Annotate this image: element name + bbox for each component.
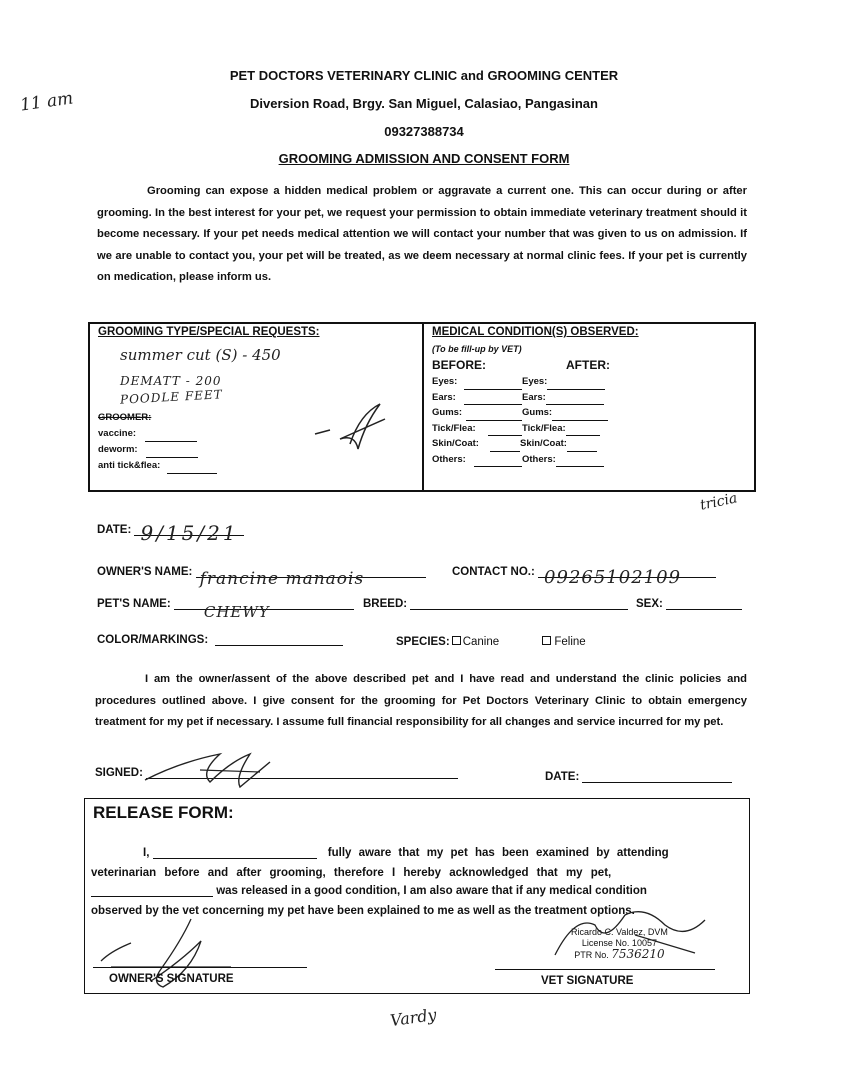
before-gums-label: Gums: [432,407,463,418]
before-eyes-label: Eyes: [432,376,458,387]
sex-label: SEX: [636,598,663,610]
vet-stamp-ptr-value: 7536210 [611,947,665,961]
contact-value-line [538,567,716,588]
species-field [396,636,586,648]
clinic-name: PET DOCTORS VETERINARY CLINIC and GROOMING CENTER [229,68,619,83]
medical-row [432,390,692,406]
medical-heading: MEDICAL CONDITION(S) OBSERVED: [432,326,639,338]
after-label: AFTER: [566,358,610,372]
deworm-field [98,442,198,458]
anti-tick-field [98,458,217,474]
before-others-label: Others: [432,453,466,465]
intro-paragraph: Grooming can expose a hidden medical problem or aggravate a current one. This can occur during or after grooming. In the best interest for your pet, we request your permission to obtain immediate veterinary treatment should it become necessary. If your pet needs medical attention we will contact your number that was given to us on admission. If we are unable to contact you, your pet will be treated, as we deem necessary at normal clinic fees. If your pet is currently on medication, please inform us. [97,185,747,283]
medical-row [432,452,692,468]
owner-sig-label: OWNER'S SIGNATURE [109,973,234,985]
breed-label: BREED: [363,598,408,610]
signed-date-field [545,771,732,783]
grooming-box [88,322,424,492]
clinic-phone: 09327388734 [384,124,464,139]
canine-checkbox[interactable] [452,636,461,645]
release-line3-text: was released in a good condition, I am also aware that if any medical condition [216,885,647,897]
contact-value[interactable]: 09265102109 [544,567,682,588]
vet-stamp-ptr-label: PTR No. [574,950,609,960]
grooming-request-1: summer cut (S) - 450 [120,346,281,364]
color-field [97,634,343,646]
medical-row [432,405,692,421]
vaccine-field [98,426,197,442]
before-others-line [474,466,522,467]
color-label: COLOR/MARKINGS: [97,634,209,646]
grooming-request-2: DEMATT - 200 [120,374,222,388]
pet-label: PET'S NAME: [97,598,171,610]
medical-subheading: (To be fill-up by VET) [432,344,522,354]
sex-line[interactable] [666,609,742,610]
bottom-note: Vardy [388,1004,438,1031]
clinic-address: Diversion Road, Brgy. San Miguel, Calasiao, Pangasinan [250,96,598,111]
before-label: BEFORE: [432,358,486,372]
groomer-signature-mark [310,394,400,454]
canine-label: Canine [462,636,500,648]
after-eyes-label: Eyes: [522,376,548,387]
grooming-request-3: POODLE FEET [119,387,224,407]
release-line1-text: fully aware that my pet has been examined by attending [327,847,669,859]
date-value-line [134,521,244,545]
vet-sig-label: VET SIGNATURE [541,975,634,987]
pet-field [97,598,354,621]
medical-row [432,374,692,390]
vet-stamp-name: Ricardo C. Valdez, DVM [571,927,668,937]
release-name-line[interactable] [153,858,317,859]
anti-tick-line [167,473,217,474]
deworm-label: deworm: [98,444,138,455]
owner-value-line [196,569,426,589]
signed-date-line[interactable] [582,782,732,783]
release-pet-line[interactable] [91,896,213,897]
margin-note: 11 am [18,88,75,116]
signed-label: SIGNED: [95,767,143,779]
contact-label: CONTACT NO.: [452,566,535,578]
vaccine-label: vaccine: [98,428,137,439]
owner-label: OWNER'S NAME: [97,566,193,578]
release-form-box [84,798,750,994]
medical-row [432,436,692,452]
owner-field [97,566,426,589]
after-ears-label: Ears: [522,391,546,403]
release-line2: veterinarian before and after grooming, therefore I hereby acknowledged that my pet, [91,867,612,879]
after-tick-label: Tick/Flea: [522,422,566,434]
pet-value-line [174,603,354,621]
grooming-heading: GROOMING TYPE/SPECIAL REQUESTS: [98,326,320,338]
vet-signature [545,895,725,965]
after-skin-label: Skin/Coat: [520,438,567,449]
pet-value[interactable]: CHEWY [203,603,270,621]
feline-checkbox[interactable] [542,636,551,645]
before-ears-label: Ears: [432,391,456,403]
release-line1 [143,847,743,859]
consent-paragraph: I am the owner/assent of the above described pet and I have read and understand the clinic policies and procedures outlined above. I give consent for the grooming for Pet Doctors Veterinary Clinic to obtain emergency treatment for my pet if necessary. I assume full financial responsibility for all changes and service incurred for my pet. [95,673,747,728]
before-skin-label: Skin/Coat: [432,438,479,449]
after-gums-label: Gums: [522,407,553,418]
contact-field [452,566,716,588]
owner-value[interactable]: francine manaois [199,569,365,589]
before-tick-label: Tick/Flea: [432,422,476,434]
owner-sig-line[interactable] [93,967,307,968]
groomer-label: GROOMER: [98,412,152,423]
side-note: tricia [698,490,739,514]
breed-line[interactable] [410,609,628,610]
release-title: RELEASE FORM: [93,803,234,822]
feline-label: Feline [554,636,586,648]
vet-stamp-license: License No. 10057 [581,938,657,948]
medical-row [432,421,692,437]
vet-sig-line[interactable] [495,969,715,970]
anti-tick-label: anti tick&flea: [98,460,161,471]
owner-signature [140,742,300,797]
after-others-line [556,466,604,467]
date-value[interactable]: 9/15/21 [140,521,239,545]
after-others-label: Others: [522,453,556,465]
release-line4: observed by the vet concerning my pet have been explained to me as well as the treatment options. [91,905,635,917]
species-label: SPECIES: [396,636,450,648]
medical-rows [432,374,692,467]
signed-date-label: DATE: [545,771,580,783]
release-i: I, [143,847,150,859]
color-line[interactable] [215,645,343,646]
date-label: DATE: [97,524,132,536]
medical-box [422,322,756,492]
sex-field [636,598,742,610]
breed-field [363,598,628,610]
date-field [97,521,244,545]
form-title: GROOMING ADMISSION AND CONSENT FORM [278,151,570,166]
